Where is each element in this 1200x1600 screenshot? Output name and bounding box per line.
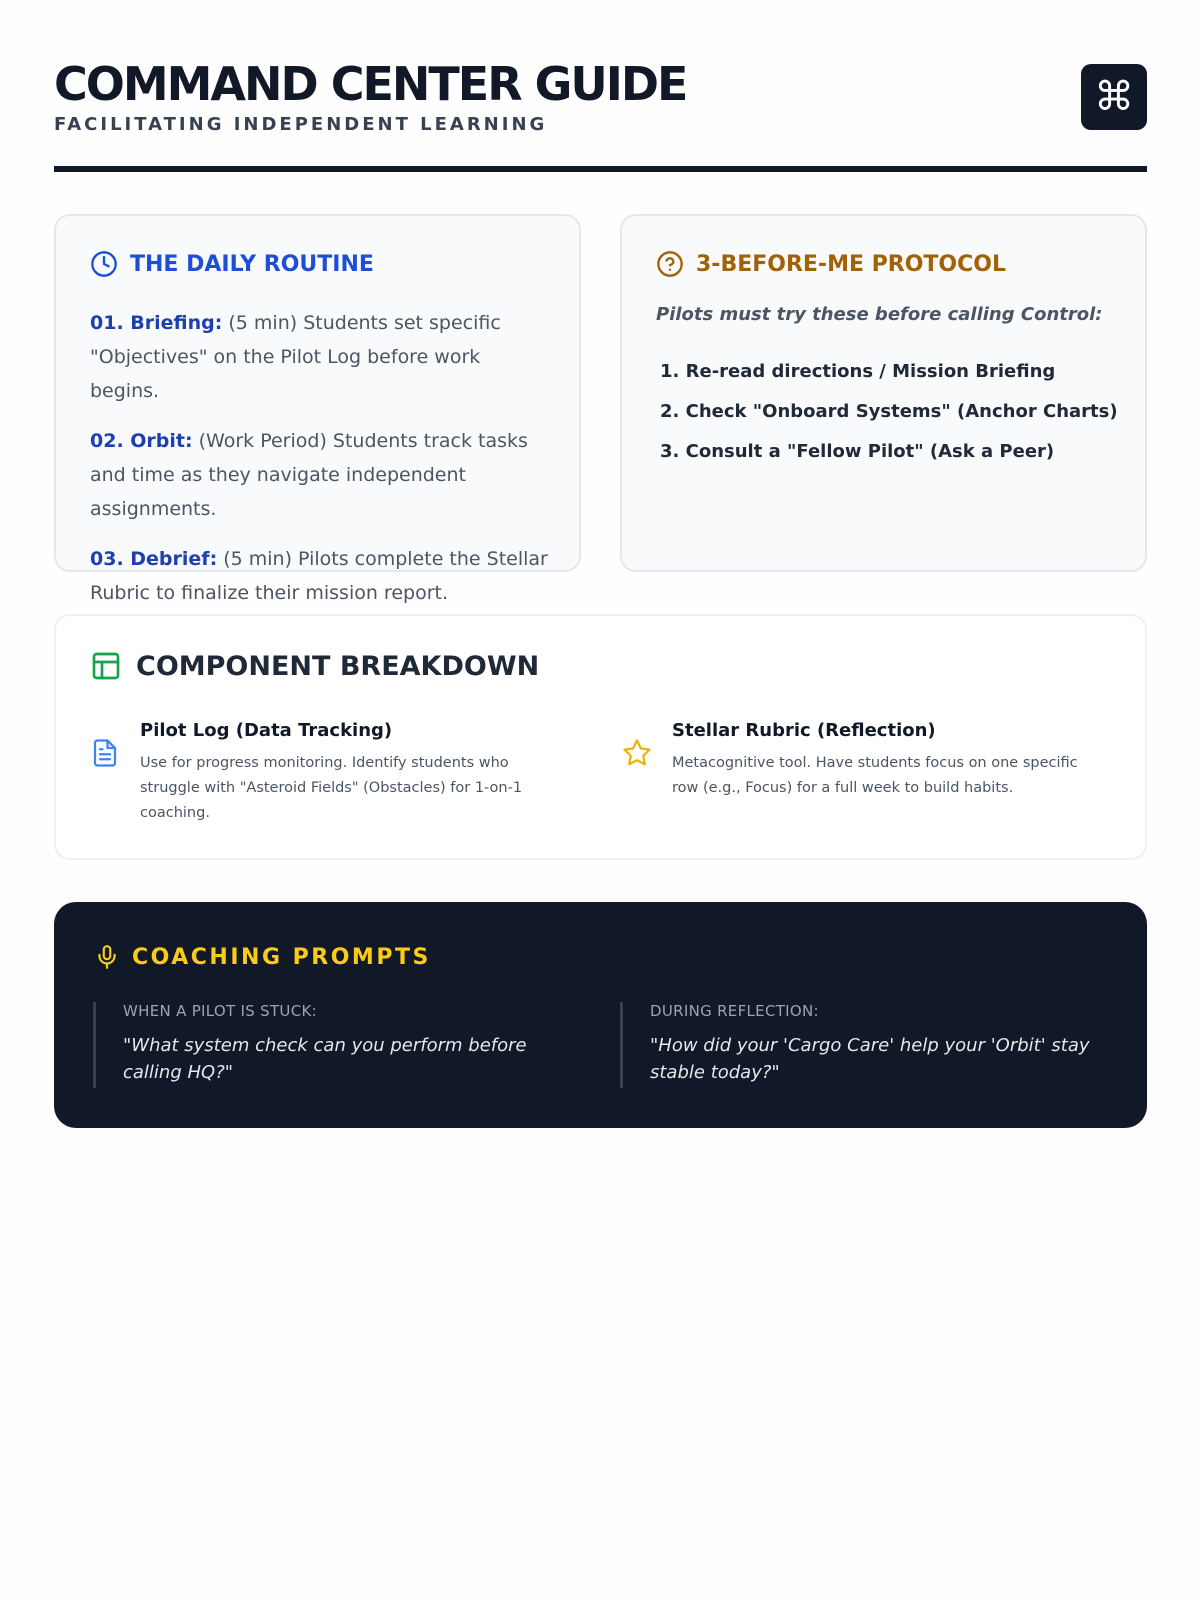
clock-icon xyxy=(90,250,118,278)
prompt-label: WHEN A PILOT IS STUCK: xyxy=(123,1002,317,1020)
document-icon xyxy=(90,738,120,768)
component-title: Pilot Log (Data Tracking) xyxy=(140,720,393,741)
coaching-prompt-stuck xyxy=(93,1002,553,1088)
routine-item-debrief xyxy=(90,542,550,610)
protocol-step: 3. Consult a "Fellow Pilot" (Ask a Peer) xyxy=(660,441,1055,462)
protocol-steps xyxy=(660,352,1130,472)
page-header xyxy=(54,56,1147,174)
routine-item-text: (5 min) Students set specific "Objectives" on the Pilot Log before work begins. xyxy=(90,312,501,402)
daily-routine-title: THE DAILY ROUTINE xyxy=(130,251,374,277)
command-key-icon xyxy=(1081,64,1147,130)
routine-item-briefing xyxy=(90,306,550,408)
protocol-card xyxy=(620,214,1147,572)
daily-routine-heading xyxy=(90,250,374,278)
component-breakdown-heading xyxy=(90,650,539,682)
prompt-quote: "What system check can you perform before calling HQ?" xyxy=(123,1035,527,1083)
routine-item-orbit xyxy=(90,424,550,526)
coaching-prompt-reflection xyxy=(620,1002,1100,1088)
microphone-icon xyxy=(94,944,120,970)
prompt-quote: "How did your 'Cargo Care' help your 'Orbit' stay stable today?" xyxy=(650,1035,1090,1083)
coaching-prompts-panel xyxy=(54,902,1147,1128)
component-breakdown-title: COMPONENT BREAKDOWN xyxy=(136,650,540,682)
logo-glyph: ⌘ xyxy=(1094,74,1134,120)
prompt-label: DURING REFLECTION: xyxy=(650,1002,819,1020)
protocol-heading xyxy=(656,250,1006,278)
page-subtitle: FACILITATING INDEPENDENT LEARNING xyxy=(54,114,548,135)
header-divider xyxy=(54,166,1147,172)
component-description: Use for progress monitoring. Identify students who struggle with "Asteroid Fields" (Obstacles) for 1-on-1 coaching. xyxy=(140,755,523,821)
component-title: Stellar Rubric (Reflection) xyxy=(672,720,936,741)
layout-icon xyxy=(90,650,122,682)
help-circle-icon xyxy=(656,250,684,278)
daily-routine-card xyxy=(54,214,581,604)
protocol-title: 3-BEFORE-ME PROTOCOL xyxy=(696,251,1006,277)
star-icon xyxy=(622,738,652,768)
protocol-step: 1. Re-read directions / Mission Briefing xyxy=(660,361,1056,382)
routine-item-lead: 03. Debrief: xyxy=(90,548,218,570)
component-breakdown-card xyxy=(54,614,1147,860)
routine-list xyxy=(90,306,550,626)
component-text xyxy=(672,720,1092,801)
routine-item-text: (Work Period) Students track tasks and time as they navigate independent assignments. xyxy=(90,430,528,520)
protocol-step: 2. Check "Onboard Systems" (Anchor Charts) xyxy=(660,401,1118,422)
page-title: COMMAND CENTER GUIDE xyxy=(54,57,687,111)
component-description: Metacognitive tool. Have students focus on one specific row (e.g., Focus) for a full week to build habits. xyxy=(672,755,1078,796)
protocol-intro: Pilots must try these before calling Control: xyxy=(656,304,1103,325)
routine-item-lead: 02. Orbit: xyxy=(90,430,193,452)
coaching-prompts-title: COACHING PROMPTS xyxy=(132,944,431,970)
coaching-prompts-heading xyxy=(94,944,431,970)
routine-item-lead: 01. Briefing: xyxy=(90,312,223,334)
routine-item-text: (5 min) Pilots complete the Stellar Rubric to finalize their mission report. xyxy=(90,548,548,604)
component-text xyxy=(140,720,560,826)
